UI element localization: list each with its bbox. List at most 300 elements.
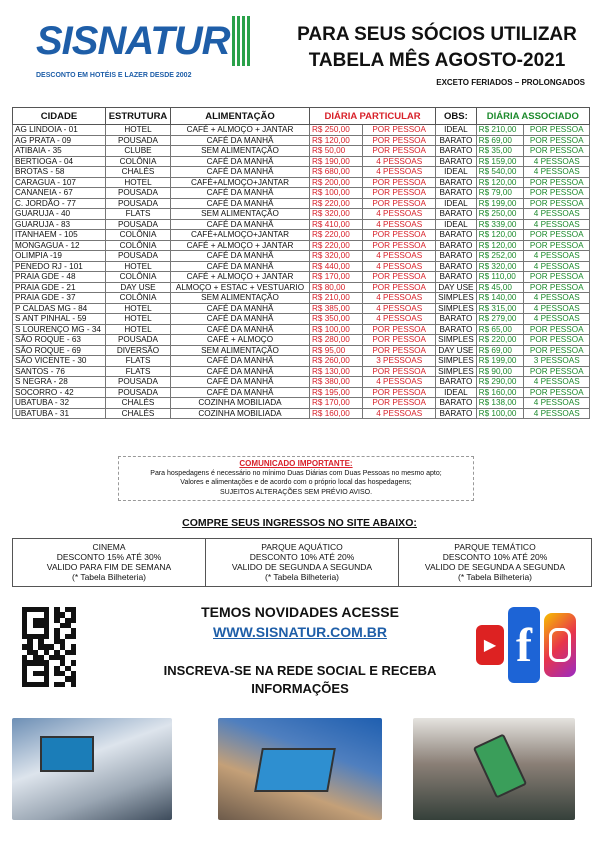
- cell-diaria-associado: R$ 252,00: [476, 251, 524, 262]
- cell-obs: BARATO: [436, 377, 477, 388]
- cell-cidade: SANTOS - 76: [13, 366, 106, 377]
- ticket-name: PARQUE AQUÁTICO: [261, 542, 343, 552]
- cell-alimentacao: CAFÉ DA MANHÃ: [171, 188, 310, 199]
- notice-title: COMUNICADO IMPORTANTE:: [239, 459, 353, 468]
- cell-alimentacao: CAFÉ DA MANHÃ: [171, 366, 310, 377]
- ticket-name: PARQUE TEMÁTICO: [454, 542, 536, 552]
- cell-associado-unit: POR PESSOA: [524, 198, 590, 209]
- cell-diaria-associado: R$ 279,00: [476, 314, 524, 325]
- col-obs: OBS:: [436, 108, 477, 125]
- cell-cidade: PRAIA GDE - 48: [13, 272, 106, 283]
- cell-cidade: GUARUJA - 40: [13, 209, 106, 220]
- cell-diaria-associado: R$ 160,00: [476, 387, 524, 398]
- cell-associado-unit: POR PESSOA: [524, 125, 590, 136]
- cell-estrutura: POUSADA: [106, 251, 171, 262]
- cell-obs: BARATO: [436, 408, 477, 419]
- table-row: [13, 398, 590, 409]
- cell-alimentacao: CAFÉ DA MANHÃ: [171, 198, 310, 209]
- table-row: [13, 377, 590, 388]
- cell-diaria-particular: R$ 210,00: [310, 293, 363, 304]
- cell-estrutura: CHALÉS: [106, 408, 171, 419]
- cell-associado-unit: POR PESSOA: [524, 345, 590, 356]
- cell-estrutura: CHALÉS: [106, 398, 171, 409]
- cell-estrutura: POUSADA: [106, 135, 171, 146]
- tickets-heading: COMPRE SEUS INGRESSOS NO SITE ABAIXO:: [182, 517, 417, 529]
- cell-cidade: ATIBAIA - 35: [13, 146, 106, 157]
- cell-diaria-particular: R$ 95,00: [310, 345, 363, 356]
- col-cidade: CIDADE: [13, 108, 106, 125]
- facebook-icon[interactable]: f: [508, 607, 540, 683]
- cell-diaria-particular: R$ 100,00: [310, 188, 363, 199]
- table-row: [13, 251, 590, 262]
- cell-alimentacao: CAFÉ DA MANHÃ: [171, 387, 310, 398]
- notice-line2: Valores e alimentações e de acordo com o próprio local das hospedagens;: [180, 479, 412, 486]
- table-row: [13, 387, 590, 398]
- cell-alimentacao: CAFÉ DA MANHÃ: [171, 314, 310, 325]
- cell-obs: IDEAL: [436, 167, 477, 178]
- cell-cidade: GUARUJA - 83: [13, 219, 106, 230]
- photo-smartphone-hands: [413, 718, 575, 820]
- cell-diaria-particular: R$ 220,00: [310, 198, 363, 209]
- cell-cidade: MONGAGUA - 12: [13, 240, 106, 251]
- cell-alimentacao: CAFÉ DA MANHÃ: [171, 356, 310, 367]
- table-row: [13, 240, 590, 251]
- cell-alimentacao: CAFÉ DA MANHÃ: [171, 156, 310, 167]
- col-diaria-particular: DIÁRIA PARTICULAR: [310, 108, 436, 125]
- cell-cidade: SÃO VICENTE - 30: [13, 356, 106, 367]
- cell-estrutura: POUSADA: [106, 335, 171, 346]
- cell-diaria-associado: R$ 120,00: [476, 177, 524, 188]
- cell-diaria-particular: R$ 100,00: [310, 324, 363, 335]
- cell-estrutura: HOTEL: [106, 177, 171, 188]
- cell-diaria-associado: R$ 79,00: [476, 188, 524, 199]
- cell-alimentacao: CAFÉ DA MANHÃ: [171, 251, 310, 262]
- cell-alimentacao: CAFÉ DA MANHÃ: [171, 377, 310, 388]
- table-row: [13, 314, 590, 325]
- cell-cidade: S NEGRA - 28: [13, 377, 106, 388]
- cell-associado-unit: 4 PESSOAS: [524, 209, 590, 220]
- cell-associado-unit: POR PESSOA: [524, 282, 590, 293]
- cell-diaria-particular: R$ 170,00: [310, 398, 363, 409]
- cell-alimentacao: CAFÉ DA MANHÃ: [171, 261, 310, 272]
- cell-cidade: PRAIA GDE - 37: [13, 293, 106, 304]
- cell-associado-unit: 4 PESSOAS: [524, 398, 590, 409]
- cell-cidade: S LOURENÇO MG - 34: [13, 324, 106, 335]
- cell-diaria-associado: R$ 90,00: [476, 366, 524, 377]
- cell-cidade: CANANEIA - 67: [13, 188, 106, 199]
- cell-associado-unit: 4 PESSOAS: [524, 251, 590, 262]
- cell-associado-unit: POR PESSOA: [524, 240, 590, 251]
- cell-alimentacao: CAFÉ + ALMOÇO + JANTAR: [171, 240, 310, 251]
- cell-diaria-particular: R$ 195,00: [310, 387, 363, 398]
- cell-estrutura: COLÔNIA: [106, 156, 171, 167]
- cell-diaria-associado: R$ 110,00: [476, 272, 524, 283]
- cell-diaria-particular: R$ 130,00: [310, 366, 363, 377]
- cell-obs: BARATO: [436, 398, 477, 409]
- col-estrutura: ESTRUTURA: [106, 108, 171, 125]
- cell-cidade: BROTAS - 58: [13, 167, 106, 178]
- ticket-water-park: [206, 539, 399, 586]
- cell-particular-unit: POR PESSOA: [363, 177, 436, 188]
- cell-associado-unit: 4 PESSOAS: [524, 293, 590, 304]
- cell-particular-unit: 4 PESSOAS: [363, 251, 436, 262]
- cell-diaria-associado: R$ 100,00: [476, 408, 524, 419]
- cell-associado-unit: 4 PESSOAS: [524, 377, 590, 388]
- cell-associado-unit: POR PESSOA: [524, 272, 590, 283]
- cell-diaria-associado: R$ 220,00: [476, 335, 524, 346]
- cell-diaria-particular: R$ 170,00: [310, 272, 363, 283]
- ticket-name: CINEMA: [92, 542, 126, 552]
- cell-diaria-particular: R$ 120,00: [310, 135, 363, 146]
- cell-particular-unit: POR PESSOA: [363, 135, 436, 146]
- cell-estrutura: DIVERSÃO: [106, 345, 171, 356]
- cell-diaria-particular: R$ 160,00: [310, 408, 363, 419]
- cell-obs: SIMPLES: [436, 356, 477, 367]
- cell-diaria-particular: R$ 280,00: [310, 335, 363, 346]
- table-row: [13, 303, 590, 314]
- sisnatur-logo: [36, 12, 230, 79]
- cell-associado-unit: 4 PESSOAS: [524, 261, 590, 272]
- cell-alimentacao: ALMOÇO + ESTAC + VESTUARIO: [171, 282, 310, 293]
- cell-obs: IDEAL: [436, 387, 477, 398]
- cell-obs: BARATO: [436, 240, 477, 251]
- cell-associado-unit: POR PESSOA: [524, 230, 590, 241]
- cell-cidade: UBATUBA - 32: [13, 398, 106, 409]
- cell-diaria-associado: R$ 320,00: [476, 261, 524, 272]
- cell-obs: SIMPLES: [436, 335, 477, 346]
- photo-laptop-typing: [218, 718, 382, 820]
- table-row: [13, 261, 590, 272]
- title-note: EXCETO FERIADOS – PROLONGADOS: [436, 78, 585, 87]
- table-row: [13, 345, 590, 356]
- cell-particular-unit: 3 PESSOAS: [363, 356, 436, 367]
- cell-cidade: SOCORRO - 42: [13, 387, 106, 398]
- cell-diaria-particular: R$ 320,00: [310, 209, 363, 220]
- news-block: [150, 604, 450, 698]
- cell-diaria-associado: R$ 120,00: [476, 230, 524, 241]
- ticket-note: (* Tabela Bilheteria): [264, 572, 340, 582]
- cell-associado-unit: POR PESSOA: [524, 324, 590, 335]
- cell-diaria-associado: R$ 138,00: [476, 398, 524, 409]
- cell-particular-unit: 4 PESSOAS: [363, 261, 436, 272]
- cell-estrutura: POUSADA: [106, 377, 171, 388]
- cell-alimentacao: SEM ALIMENTAÇÃO: [171, 209, 310, 220]
- ticket-discount: DESCONTO 15% ATÉ 30%: [56, 552, 162, 562]
- cell-estrutura: HOTEL: [106, 261, 171, 272]
- cell-cidade: PENEDO RJ - 101: [13, 261, 106, 272]
- cell-estrutura: POUSADA: [106, 219, 171, 230]
- ticket-validity: VALIDO DE SEGUNDA A SEGUNDA: [424, 562, 566, 572]
- cell-particular-unit: POR PESSOA: [363, 125, 436, 136]
- cell-alimentacao: CAFÉ + ALMOÇO + JANTAR: [171, 125, 310, 136]
- cell-diaria-particular: R$ 220,00: [310, 230, 363, 241]
- cell-estrutura: COLÔNIA: [106, 272, 171, 283]
- cell-obs: BARATO: [436, 146, 477, 157]
- cell-associado-unit: POR PESSOA: [524, 366, 590, 377]
- cell-cidade: ITANHAEM - 105: [13, 230, 106, 241]
- notice-line3: SUJEITOS ALTERAÇÕES SEM PRÉVIO AVISO.: [219, 488, 373, 496]
- cell-diaria-particular: R$ 350,00: [310, 314, 363, 325]
- cell-cidade: BERTIOGA - 04: [13, 156, 106, 167]
- logo-bars: [232, 16, 250, 66]
- cell-diaria-particular: R$ 385,00: [310, 303, 363, 314]
- cell-diaria-associado: R$ 210,00: [476, 125, 524, 136]
- cell-particular-unit: 4 PESSOAS: [363, 303, 436, 314]
- table-row: [13, 230, 590, 241]
- cell-diaria-particular: R$ 680,00: [310, 167, 363, 178]
- cell-cidade: UBATUBA - 31: [13, 408, 106, 419]
- table-row: [13, 146, 590, 157]
- cell-cidade: OLIMPIA -19: [13, 251, 106, 262]
- cell-estrutura: POUSADA: [106, 198, 171, 209]
- cell-diaria-associado: R$ 159,00: [476, 156, 524, 167]
- cell-estrutura: COLÔNIA: [106, 230, 171, 241]
- cell-cidade: SÃO ROQUE - 69: [13, 345, 106, 356]
- notice-line1: Para hospedagens é necessário no mínimo Duas Diárias com Duas Pessoas no mesmo apto;: [150, 469, 442, 477]
- ticket-validity: VALIDO PARA FIM DE SEMANA: [46, 562, 172, 572]
- cell-particular-unit: 4 PESSOAS: [363, 219, 436, 230]
- logo-tagline: DESCONTO EM HOTÉIS E LAZER DESDE 2002: [36, 72, 192, 79]
- cell-estrutura: FLATS: [106, 366, 171, 377]
- cell-diaria-particular: R$ 190,00: [310, 156, 363, 167]
- cell-obs: SIMPLES: [436, 293, 477, 304]
- cell-obs: IDEAL: [436, 219, 477, 230]
- cell-diaria-particular: R$ 410,00: [310, 219, 363, 230]
- cell-diaria-associado: R$ 65,00: [476, 324, 524, 335]
- table-row: [13, 135, 590, 146]
- cell-particular-unit: POR PESSOA: [363, 345, 436, 356]
- cell-associado-unit: 4 PESSOAS: [524, 156, 590, 167]
- cell-associado-unit: 3 PESSOAS: [524, 356, 590, 367]
- cell-particular-unit: 4 PESSOAS: [363, 167, 436, 178]
- table-row: [13, 272, 590, 283]
- cell-obs: BARATO: [436, 188, 477, 199]
- news-line: TEMOS NOVIDADES ACESSE: [201, 604, 399, 620]
- cell-estrutura: FLATS: [106, 356, 171, 367]
- cell-associado-unit: 4 PESSOAS: [524, 219, 590, 230]
- cell-obs: SIMPLES: [436, 303, 477, 314]
- youtube-icon[interactable]: ▶: [476, 625, 504, 665]
- ticket-discount: DESCONTO 10% ATÉ 20%: [249, 552, 355, 562]
- cell-diaria-particular: R$ 380,00: [310, 377, 363, 388]
- col-alimentacao: ALIMENTAÇÃO: [171, 108, 310, 125]
- cell-alimentacao: COZINHA MOBILIADA: [171, 398, 310, 409]
- cell-particular-unit: POR PESSOA: [363, 230, 436, 241]
- tickets-box: [12, 538, 592, 587]
- cell-obs: DAY USE: [436, 282, 477, 293]
- table-row: [13, 408, 590, 419]
- cell-associado-unit: POR PESSOA: [524, 188, 590, 199]
- cell-diaria-particular: R$ 440,00: [310, 261, 363, 272]
- cell-obs: IDEAL: [436, 198, 477, 209]
- cell-particular-unit: POR PESSOA: [363, 198, 436, 209]
- cell-diaria-particular: R$ 320,00: [310, 251, 363, 262]
- ticket-discount: DESCONTO 10% ATÉ 20%: [442, 552, 548, 562]
- cell-estrutura: DAY USE: [106, 282, 171, 293]
- cell-obs: BARATO: [436, 324, 477, 335]
- cell-alimentacao: CAFÉ DA MANHÃ: [171, 167, 310, 178]
- cell-diaria-particular: R$ 50,00: [310, 146, 363, 157]
- cell-alimentacao: SEM ALIMENTAÇÃO: [171, 345, 310, 356]
- ticket-cinema: [13, 539, 206, 586]
- table-row: [13, 324, 590, 335]
- cell-obs: BARATO: [436, 261, 477, 272]
- cell-obs: DAY USE: [436, 345, 477, 356]
- cell-estrutura: HOTEL: [106, 314, 171, 325]
- cell-cidade: SÃO ROQUE - 63: [13, 335, 106, 346]
- cell-diaria-associado: R$ 120,00: [476, 240, 524, 251]
- cell-cidade: P CALDAS MG - 84: [13, 303, 106, 314]
- cell-estrutura: FLATS: [106, 209, 171, 220]
- table-row: [13, 356, 590, 367]
- cell-estrutura: POUSADA: [106, 387, 171, 398]
- cell-particular-unit: POR PESSOA: [363, 272, 436, 283]
- cell-alimentacao: CAFÉ + ALMOÇO: [171, 335, 310, 346]
- cell-diaria-associado: R$ 35,00: [476, 146, 524, 157]
- cell-obs: BARATO: [436, 209, 477, 220]
- ticket-note: (* Tabela Bilheteria): [457, 572, 533, 582]
- cell-diaria-associado: R$ 339,00: [476, 219, 524, 230]
- cell-diaria-associado: R$ 250,00: [476, 209, 524, 220]
- title-line1: PARA SEUS SÓCIOS UTILIZAR: [297, 24, 577, 45]
- cell-associado-unit: 4 PESSOAS: [524, 167, 590, 178]
- cell-estrutura: COLÔNIA: [106, 240, 171, 251]
- col-diaria-associado: DIÁRIA ASSOCIADO: [476, 108, 589, 125]
- table-row: [13, 167, 590, 178]
- cell-cidade: CARAGUA - 107: [13, 177, 106, 188]
- cell-diaria-particular: R$ 80,00: [310, 282, 363, 293]
- cell-particular-unit: POR PESSOA: [363, 398, 436, 409]
- cell-alimentacao: COZINHA MOBILIADA: [171, 408, 310, 419]
- table-row: [13, 198, 590, 209]
- cell-estrutura: HOTEL: [106, 125, 171, 136]
- cell-obs: SIMPLES: [436, 366, 477, 377]
- cell-diaria-associado: R$ 69,00: [476, 135, 524, 146]
- website-link[interactable]: WWW.SISNATUR.COM.BR: [213, 624, 387, 640]
- cell-cidade: AG LINDOIA - 01: [13, 125, 106, 136]
- cell-alimentacao: CAFÉ DA MANHÃ: [171, 324, 310, 335]
- cell-alimentacao: CAFÉ DA MANHÃ: [171, 303, 310, 314]
- table-row: [13, 293, 590, 304]
- cell-particular-unit: POR PESSOA: [363, 240, 436, 251]
- cell-estrutura: CLUBE: [106, 146, 171, 157]
- cell-obs: BARATO: [436, 230, 477, 241]
- ticket-note: (* Tabela Bilheteria): [71, 572, 147, 582]
- title-line2: TABELA MÊS AGOSTO-2021: [308, 50, 566, 71]
- cell-estrutura: HOTEL: [106, 324, 171, 335]
- cell-particular-unit: POR PESSOA: [363, 335, 436, 346]
- cell-diaria-associado: R$ 45,00: [476, 282, 524, 293]
- table-row: [13, 335, 590, 346]
- cell-obs: BARATO: [436, 251, 477, 262]
- logo-text: SISNATUR: [36, 19, 230, 63]
- cell-alimentacao: SEM ALIMENTAÇÃO: [171, 146, 310, 157]
- cell-obs: BARATO: [436, 156, 477, 167]
- cell-diaria-associado: R$ 199,00: [476, 198, 524, 209]
- table-row: [13, 282, 590, 293]
- ticket-validity: VALIDO DE SEGUNDA A SEGUNDA: [231, 562, 373, 572]
- cell-particular-unit: 4 PESSOAS: [363, 293, 436, 304]
- social-icons: [476, 607, 576, 683]
- subscribe-text: [150, 662, 450, 698]
- table-row: [13, 125, 590, 136]
- cell-obs: BARATO: [436, 272, 477, 283]
- cell-estrutura: HOTEL: [106, 303, 171, 314]
- qr-code[interactable]: [22, 607, 76, 687]
- cell-particular-unit: 4 PESSOAS: [363, 408, 436, 419]
- cell-associado-unit: 4 PESSOAS: [524, 303, 590, 314]
- cell-diaria-associado: R$ 290,00: [476, 377, 524, 388]
- cell-particular-unit: 4 PESSOAS: [363, 156, 436, 167]
- table-header-row: [13, 108, 590, 125]
- cell-estrutura: COLÔNIA: [106, 293, 171, 304]
- cell-alimentacao: CAFÉ DA MANHÃ: [171, 219, 310, 230]
- cell-cidade: S ANT PINHAL - 59: [13, 314, 106, 325]
- cell-estrutura: CHALÉS: [106, 167, 171, 178]
- table-row: [13, 209, 590, 220]
- cell-diaria-particular: R$ 200,00: [310, 177, 363, 188]
- cell-diaria-associado: R$ 199,00: [476, 356, 524, 367]
- cell-associado-unit: POR PESSOA: [524, 335, 590, 346]
- subscribe-line2: INFORMAÇÕES: [251, 681, 349, 696]
- cell-diaria-associado: R$ 315,00: [476, 303, 524, 314]
- cell-obs: BARATO: [436, 314, 477, 325]
- prices-table: [12, 107, 590, 419]
- cell-obs: BARATO: [436, 177, 477, 188]
- ticket-theme-park: [399, 539, 591, 586]
- instagram-icon[interactable]: [544, 613, 576, 677]
- cell-associado-unit: POR PESSOA: [524, 387, 590, 398]
- cell-alimentacao: CAFÉ + ALMOÇO + JANTAR: [171, 272, 310, 283]
- cell-diaria-associado: R$ 69,00: [476, 345, 524, 356]
- cell-diaria-associado: R$ 140,00: [476, 293, 524, 304]
- cell-estrutura: POUSADA: [106, 188, 171, 199]
- cell-cidade: PRAIA GDE - 21: [13, 282, 106, 293]
- cell-associado-unit: POR PESSOA: [524, 177, 590, 188]
- cell-particular-unit: 4 PESSOAS: [363, 209, 436, 220]
- subscribe-line1: INSCREVA-SE NA REDE SOCIAL E RECEBA: [163, 663, 437, 678]
- table-row: [13, 188, 590, 199]
- table-row: [13, 219, 590, 230]
- important-notice: [118, 456, 474, 501]
- cell-obs: IDEAL: [436, 125, 477, 136]
- cell-particular-unit: POR PESSOA: [363, 188, 436, 199]
- cell-associado-unit: POR PESSOA: [524, 135, 590, 146]
- cell-associado-unit: POR PESSOA: [524, 146, 590, 157]
- photo-people-computer: [12, 718, 172, 820]
- cell-cidade: C. JORDÃO - 77: [13, 198, 106, 209]
- page-title: [287, 22, 587, 87]
- cell-particular-unit: POR PESSOA: [363, 282, 436, 293]
- cell-particular-unit: POR PESSOA: [363, 366, 436, 377]
- table-row: [13, 156, 590, 167]
- cell-alimentacao: SEM ALIMENTAÇÃO: [171, 293, 310, 304]
- cell-alimentacao: CAFÉ DA MANHÃ: [171, 135, 310, 146]
- cell-diaria-associado: R$ 540,00: [476, 167, 524, 178]
- cell-particular-unit: POR PESSOA: [363, 146, 436, 157]
- table-row: [13, 366, 590, 377]
- cell-diaria-particular: R$ 250,00: [310, 125, 363, 136]
- table-row: [13, 177, 590, 188]
- cell-obs: BARATO: [436, 135, 477, 146]
- cell-particular-unit: POR PESSOA: [363, 324, 436, 335]
- cell-alimentacao: CAFÉ+ALMOÇO+JANTAR: [171, 177, 310, 188]
- cell-particular-unit: 4 PESSOAS: [363, 377, 436, 388]
- cell-cidade: AG PRATA - 09: [13, 135, 106, 146]
- cell-alimentacao: CAFÉ+ALMOÇO+JANTAR: [171, 230, 310, 241]
- cell-particular-unit: 4 PESSOAS: [363, 314, 436, 325]
- cell-diaria-particular: R$ 260,00: [310, 356, 363, 367]
